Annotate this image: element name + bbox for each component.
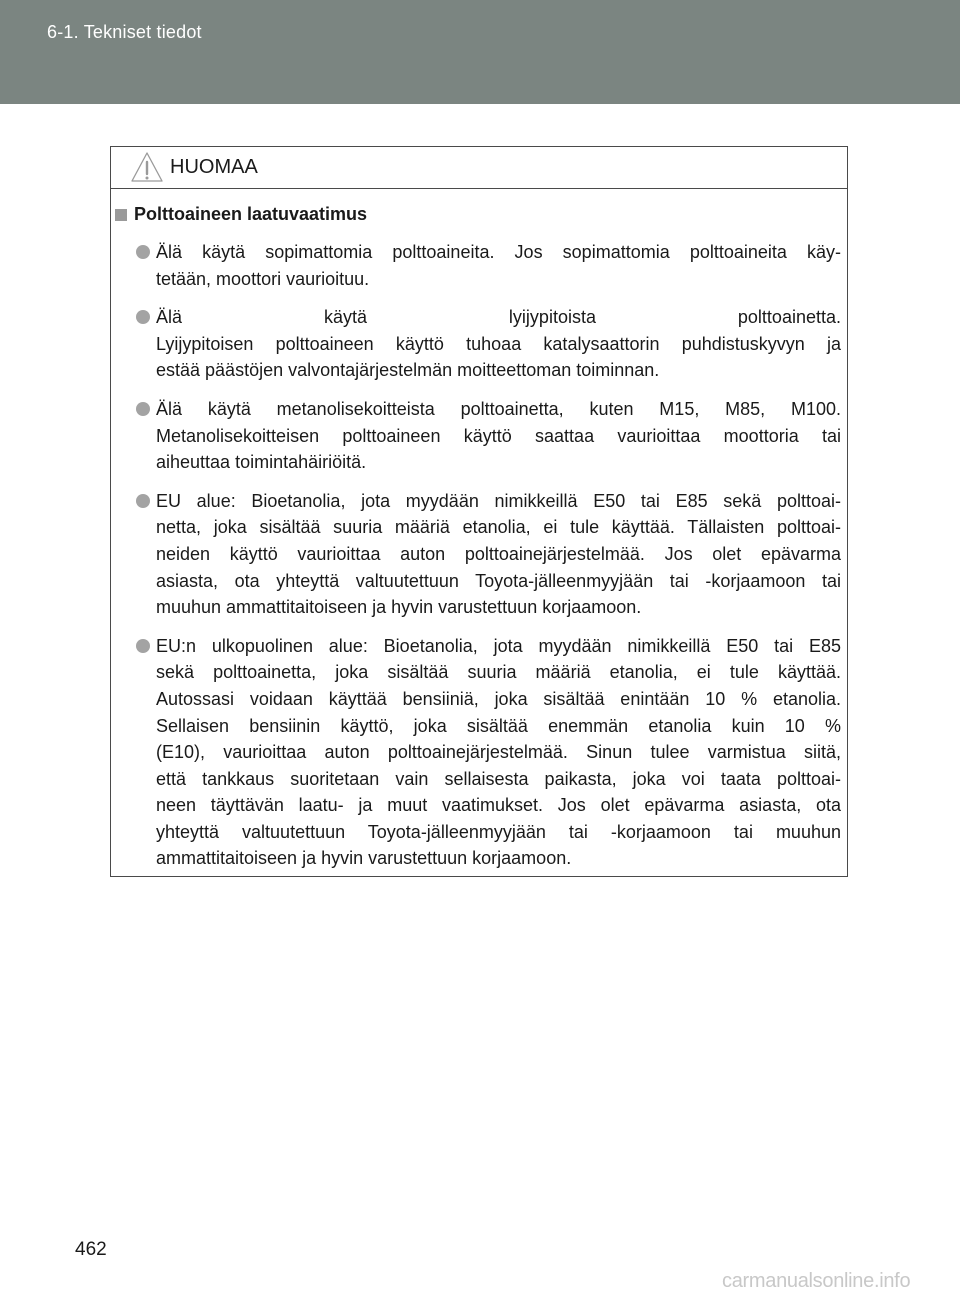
bullet-text-line: (E10), vaurioittaa auton polttoainejärjestelmää. Sinun tulee varmistua siitä,	[156, 742, 841, 763]
round-bullet-icon	[136, 402, 150, 416]
bullet-text-line: Autossasi voidaan käyttää bensiiniä, joka sisältää enintään 10 % etanolia.	[156, 688, 841, 709]
bullet-item	[136, 239, 841, 292]
bullet-text-line: neen täyttävän laatu- ja muut vaatimukset. Jos olet epävarma asiasta, ota	[156, 795, 841, 816]
bullet-text-line: Älä käytä metanolisekoitteista polttoainetta, kuten M15, M85, M100.	[156, 398, 841, 419]
watermark: carmanualsonline.info	[722, 1270, 911, 1292]
section-title: 6-1. Tekniset tiedot	[47, 22, 202, 42]
square-bullet-icon	[115, 209, 127, 221]
warning-triangle-icon	[129, 150, 165, 184]
bullet-text-line: Metanolisekoitteisen polttoaineen käyttö saattaa vaurioittaa moottoria tai	[156, 425, 841, 446]
bullet-list	[136, 239, 841, 884]
bullet-text-line: neiden käyttö vaurioittaa auton polttoainejärjestelmää. Jos olet epävarma	[156, 543, 841, 564]
bullet-text-line: sekä polttoainetta, joka sisältää suuria määriä etanolia, ei tule käyttää.	[156, 662, 841, 683]
bullet-text-line: asiasta, ota yhteyttä valtuutettuun Toyota-jälleenmyyjään tai -korjaamoon tai	[156, 570, 841, 591]
round-bullet-icon	[136, 494, 150, 508]
header-band	[0, 0, 960, 104]
subheading-text: Polttoaineen laatuvaatimus	[134, 204, 368, 224]
bullet-text-line: EU:n ulkopuolinen alue: Bioetanolia, jota myydään nimikkeillä E50 tai E85	[156, 635, 841, 656]
page-number: 462	[75, 1239, 107, 1260]
bullet-text-line: aiheuttaa toimintahäiriöitä.	[156, 452, 367, 473]
bullet-item	[136, 488, 841, 621]
round-bullet-icon	[136, 245, 150, 259]
notice-subheading	[115, 204, 367, 225]
notice-title: HUOMAA	[170, 156, 258, 178]
round-bullet-icon	[136, 639, 150, 653]
bullet-text-line: ammattitaitoiseen ja hyvin varustettuun korjaamoon.	[156, 848, 572, 869]
bullet-item	[136, 396, 841, 476]
notice-header	[111, 147, 847, 189]
notice-box	[110, 146, 848, 877]
bullet-text-line: Lyijypitoisen polttoaineen käyttö tuhoaa katalysaattorin puhdistuskyvyn ja	[156, 333, 841, 354]
bullet-text-line: Älä käytä lyijypitoista polttoainetta.	[156, 307, 841, 328]
round-bullet-icon	[136, 310, 150, 324]
bullet-text-line: Älä käytä sopimattomia polttoaineita. Jos sopimattomia polttoaineita käy-	[156, 242, 841, 262]
bullet-text-line: yhteyttä valtuutettuun Toyota-jälleenmyyjään tai -korjaamoon tai muuhun	[156, 821, 841, 842]
bullet-text-line: EU alue: Bioetanolia, jota myydään nimikkeillä E50 tai E85 sekä polttoai-	[156, 490, 841, 511]
bullet-text-line: tetään, moottori vaurioituu.	[156, 268, 370, 289]
bullet-text-line: estää päästöjen valvontajärjestelmän moitteettoman toiminnan.	[156, 360, 660, 381]
bullet-item	[136, 633, 841, 872]
bullet-text-line: muuhun ammattitaitoiseen ja hyvin varustettuun korjaamoon.	[156, 597, 642, 618]
bullet-text-line: netta, joka sisältää suuria määriä etanolia, ei tule käyttää. Tällaisten polttoai-	[156, 517, 841, 538]
bullet-text-line: että tankkaus suoritetaan vain sellaisesta paikasta, joka voi taata polttoai-	[156, 768, 841, 789]
bullet-item	[136, 304, 841, 384]
bullet-text-line: Sellaisen bensiinin käyttö, joka sisältää enemmän etanolia kuin 10 %	[156, 715, 841, 736]
